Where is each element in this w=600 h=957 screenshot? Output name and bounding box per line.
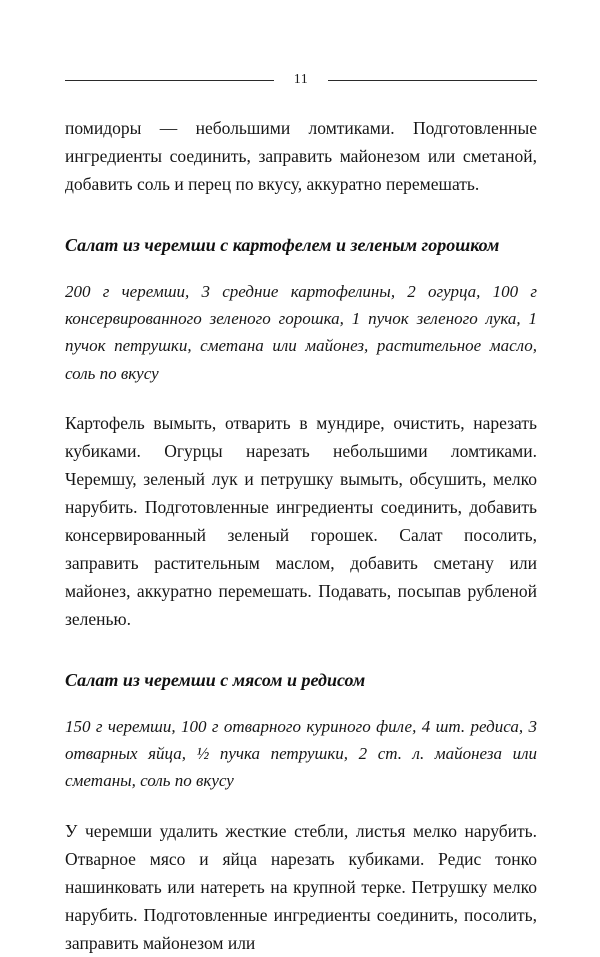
- recipe-ingredients-meat-radish: 150 г черемши, 100 г отварного куриного филе, 4 шт. редиса, 3 отварных яйца, ½ пучка петрушки, 2 ст. л. майонеза или сметаны, соль по вкусу: [65, 716, 537, 791]
- recipe-ingredients-potato-peas: 200 г черемши, 3 средние картофелины, 2 огурца, 100 г консервированного зеленого горошка, 1 пучок зеленого лука, 1 пучок петрушки, сметана или майонез, растительное масло, соль по вкусу: [65, 282, 537, 383]
- recipe-instructions-meat-radish: У черемши удалить жесткие стебли, листья мелко нарубить. Отварное мясо и яйца нарезать кубиками. Редис тонко нашинковать или натереть на крупной терке. Петрушку мелко нарубить. Подготовленные ингредиенты соединить, посолить, заправить майонезом или: [65, 820, 537, 953]
- page-header: [65, 72, 537, 88]
- header-rule-right: [328, 80, 537, 81]
- intro-paragraph: помидоры — небольшими ломтиками. Подготовленные ингредиенты соединить, заправить майонезом или сметаной, добавить соль и перец по вкусу, аккуратно перемешать.: [65, 118, 537, 194]
- recipe-title-meat-radish: Салат из черемши с мясом и редисом: [65, 669, 366, 690]
- header-rule-left: [65, 80, 274, 81]
- recipe-title-potato-peas: Салат из черемши с картофелем и зеленым горошком: [65, 235, 500, 255]
- page-number: 11: [293, 72, 309, 87]
- recipe-instructions-potato-peas: Картофель вымыть, отварить в мундире, очистить, нарезать кубиками. Огурцы нарезать небольшими ломтиками. Черемшу, зеленый лук и петрушку вымыть, обсушить, мелко нарубить. Подготовленные ингредиенты соединить, добавить консервированный зеленый горошек. Салат посолить, заправить растительным маслом, добавить сметану или майонез, аккуратно перемешать. Подавать, посыпав рубленой зеленью.: [65, 412, 537, 629]
